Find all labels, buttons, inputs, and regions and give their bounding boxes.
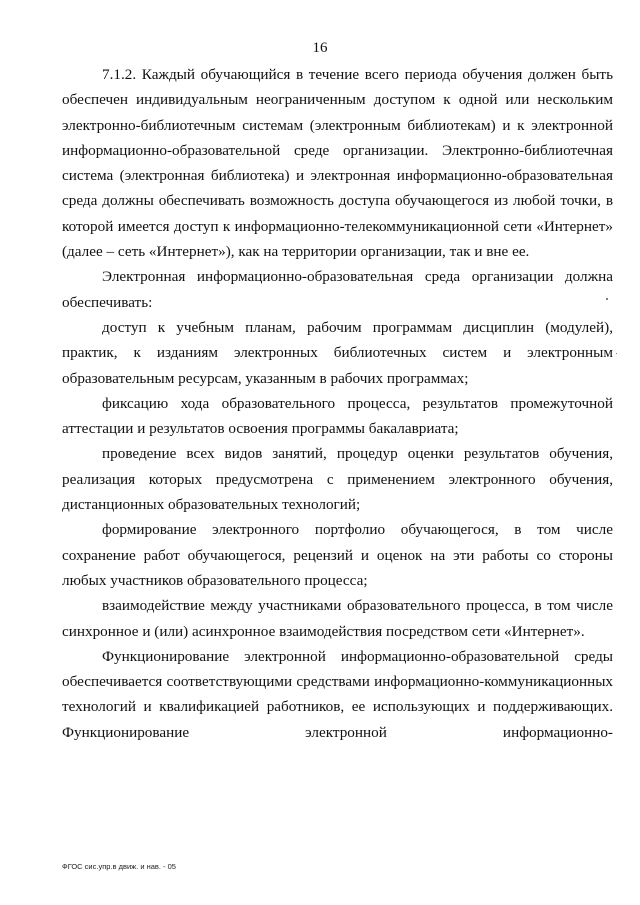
page-number: 16 <box>312 40 328 56</box>
paragraph-access-curricula: доступ к учебным планам, рабочим программам дисциплин (модулей), практик, к изданиям электронных библиотечных систем и электронным образовательным ресурсам, указанным в рабочих программах; <box>62 318 613 387</box>
scan-speck <box>616 353 617 354</box>
body-text <box>62 62 613 745</box>
paragraph-7-1-2: 7.1.2. Каждый обучающийся в течение всего периода обучения должен быть обеспечен индивидуальным неограниченным доступом к одной или нескольким электронно-библиотечным системам (электронным библиотекам) и к электронной информационно-образовательной среде организации. Электронно-библиотечная система (электронная библиотека) и электронная информационно-образовательная среда должны обеспечивать возможность доступа обучающегося из любой точки, в которой имеется доступ к информационно-телекоммуникационной сети «Интернет» (далее – сеть «Интернет»), как на территории организации, так и вне ее. <box>62 66 613 261</box>
scan-speck <box>606 298 608 300</box>
paragraph-interaction: взаимодействие между участниками образовательного процесса, в том числе синхронное и (или) асинхронное взаимодействия посредством сети «Интернет». <box>62 597 613 640</box>
paragraph-portfolio: формирование электронного портфолио обучающегося, в том числе сохранение работ обучающегося, рецензий и оценок на эти работы со стороны любых участников образовательного процесса; <box>62 521 613 589</box>
paragraph-progress-recording: фиксацию хода образовательного процесса, результатов промежуточной аттестации и результатов освоения программы бакалавриата; <box>62 394 613 438</box>
paragraph-functioning: Функционирование электронной информационно-образовательной среды обеспечивается соответствующими средствами информационно-коммуникационных технологий и квалификацией работников, ее использующих и поддерживающих. Функционирование электронной информационно- <box>62 647 613 741</box>
footer-code: ФГОС сис.упр.в движ. и нав. - 05 <box>62 862 176 871</box>
paragraph-conducting-classes: проведение всех видов занятий, процедур оценки результатов обучения, реализация которых предусмотрена с применением электронного обучения, дистанционных образовательных технологий; <box>62 445 613 514</box>
paragraph-eios-requirements: Электронная информационно-образовательная среда организации должна обеспечивать: <box>62 268 613 311</box>
